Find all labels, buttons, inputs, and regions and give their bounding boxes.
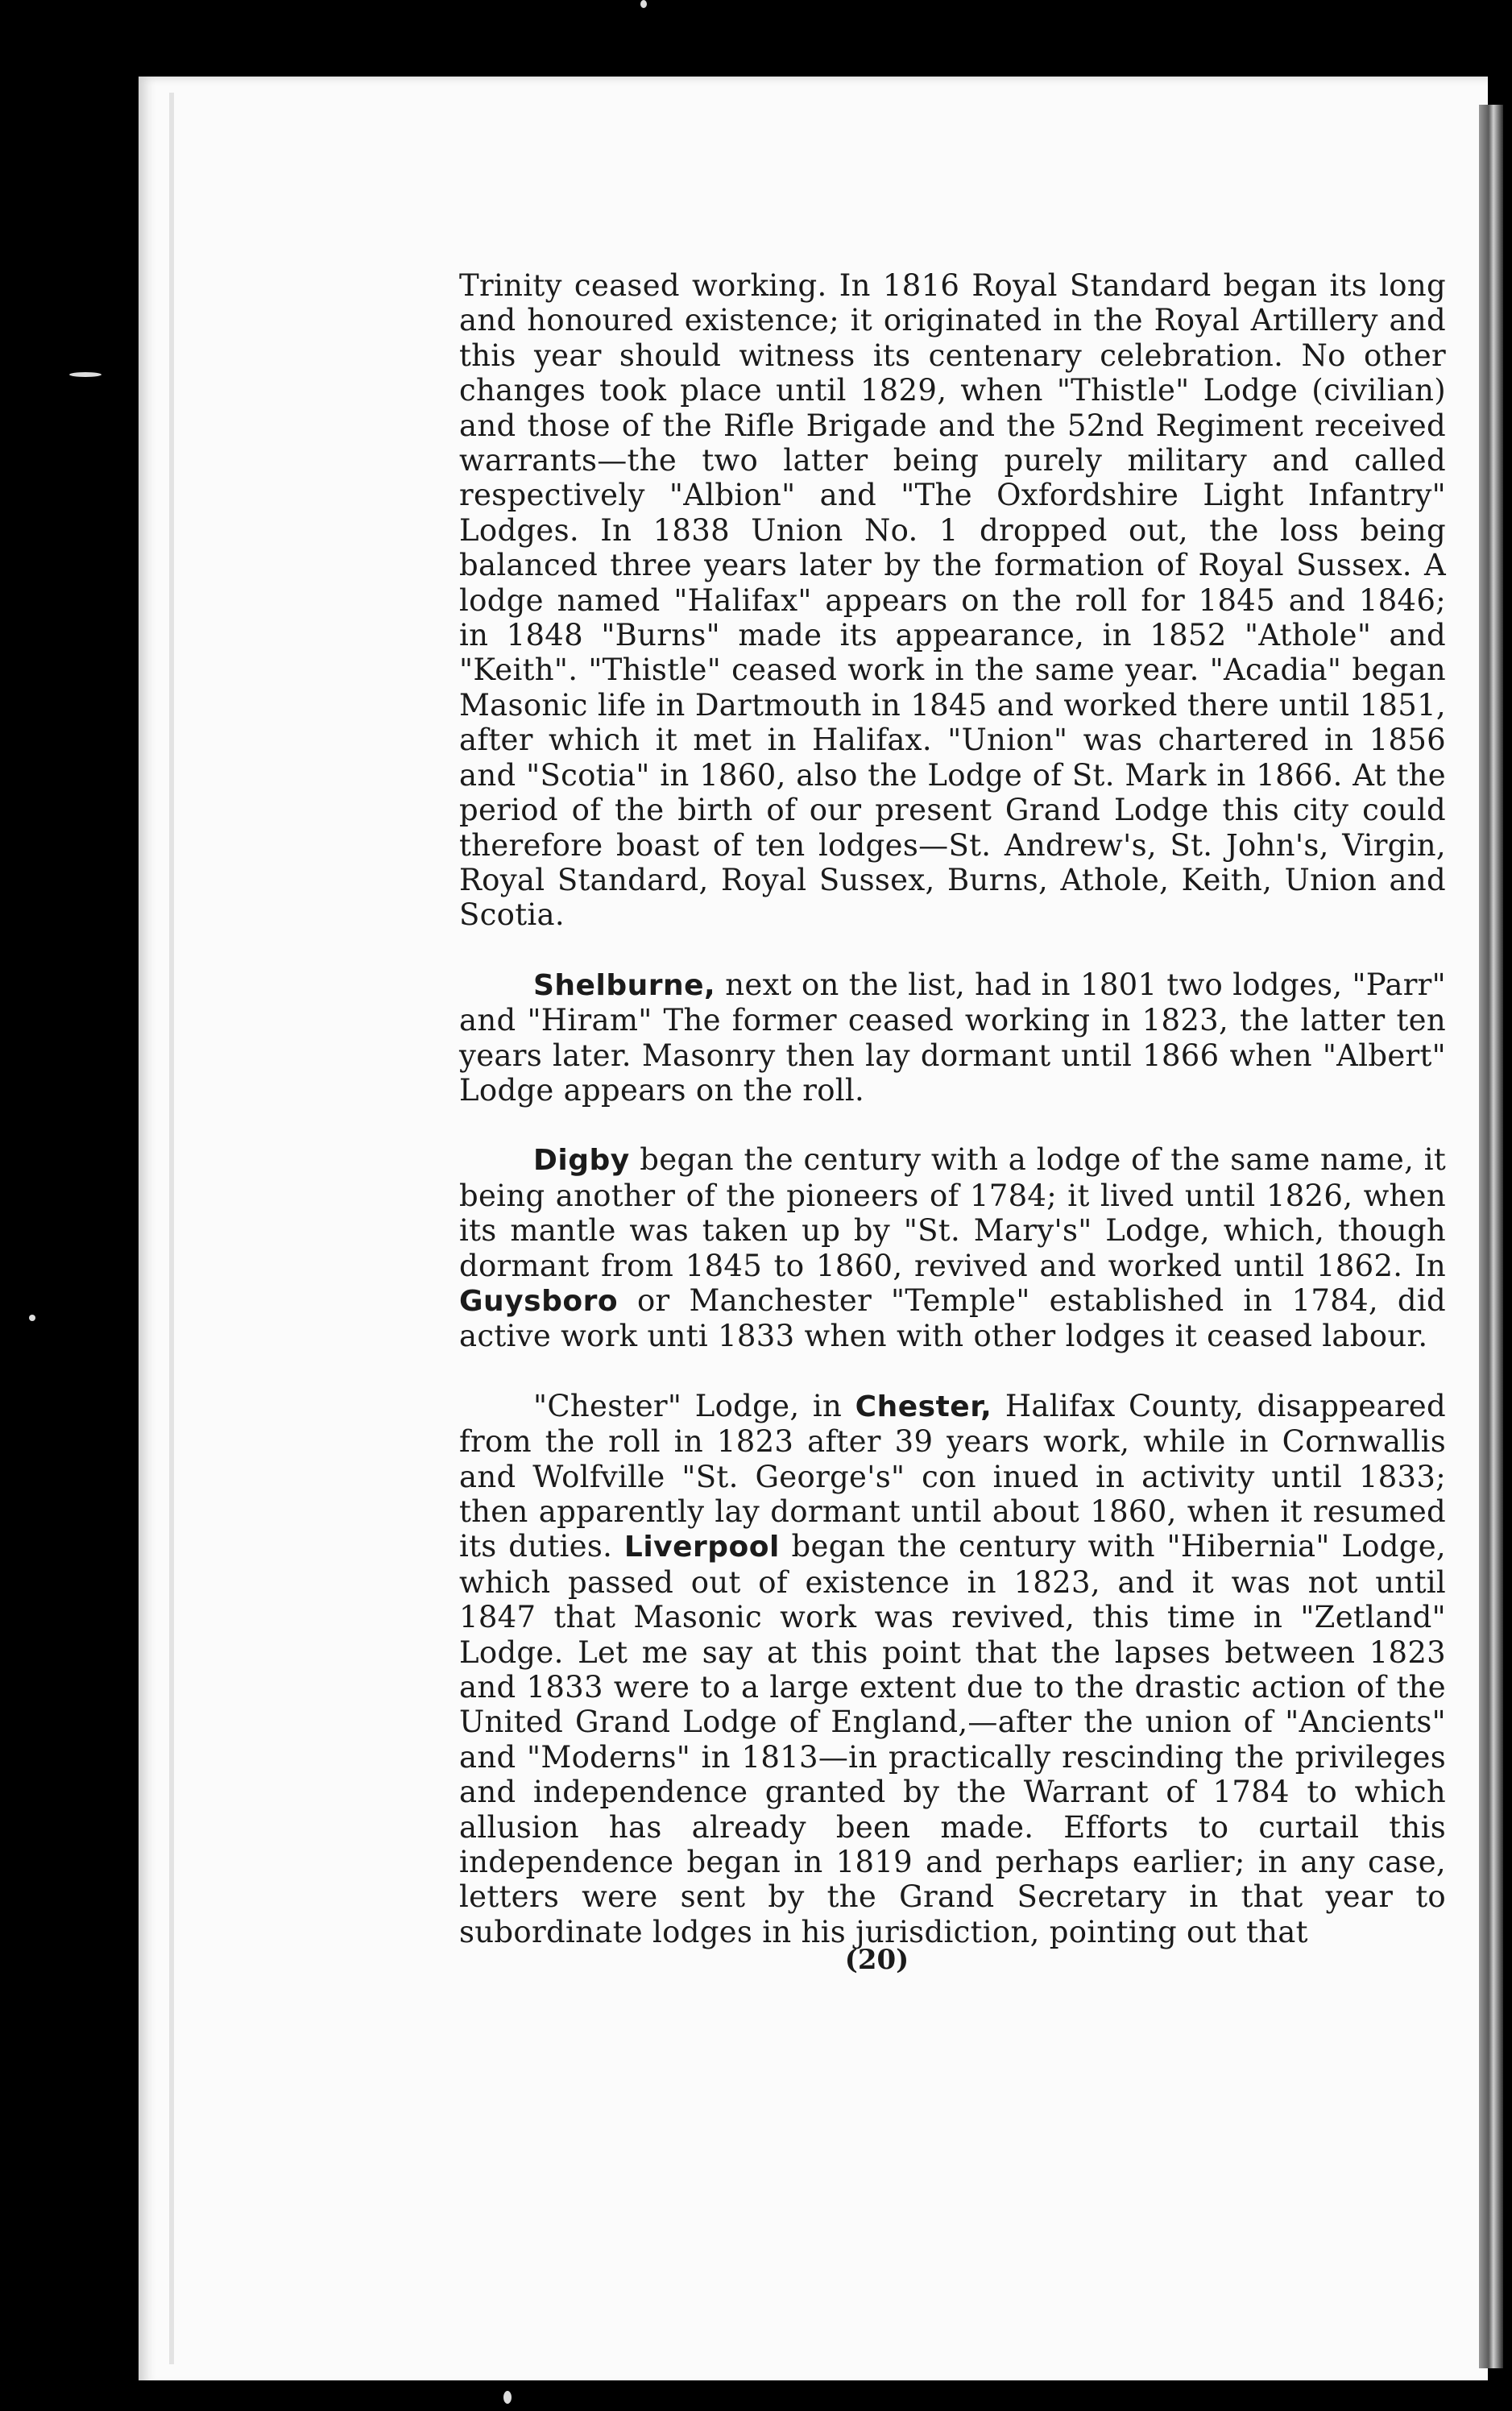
place-name: Digby <box>533 1144 630 1178</box>
text-run: Halifax County, disappeared from the roll in 1823 after 39 years work, while in Cornwallis and Wolfville "St. George's" con inued in activity until 1833; then apparently lay dormant until about 1860, when it resumed its duties. <box>459 1388 1446 1564</box>
body-text <box>459 268 1446 1984</box>
place-name: Guysboro <box>459 1284 619 1318</box>
paragraph <box>459 268 1446 933</box>
text-run: began the century with a lodge of the same name, it being another of the pioneers of 1784; it lived until 1826, when its mantle was taken up by "St. Mary's" Lodge, which, though dormant from 1845 to 1860, revived and worked until 1862. In <box>459 1142 1446 1283</box>
paragraph <box>459 967 1446 1108</box>
text-run: or Manchester "Temple" established in 1784, did active work unti 1833 when with other lodges it ceased labour. <box>459 1282 1446 1354</box>
dust-speck <box>69 372 101 377</box>
text-run: "Chester" Lodge, in <box>533 1388 855 1423</box>
text-run: Trinity ceased working. In 1816 Royal Standard began its long and honoured existence; it originated in the Royal Artillery and this year should witness its centenary celebration. No other changes took place until 1829, when "Thistle" Lodge (civilian) and those of the Rifle Brigade and the 52nd Regiment received warrants—the two latter being purely military and called respectively "Albion" and "The Oxfordshire Light Infantry" Lodges. In 1838 Union No. 1 dropped out, the loss being balanced three years later by the formation of Royal Sussex. A lodge named "Halifax" appears on the roll for 1845 and 1846; in 1848 "Burns" made its appearance, in 1852 "Athole" and "Keith". "Thistle" ceased work in the same year. "Acadia" began Masonic life in Dartmouth in 1845 and worked there until 1851, after which it met in Halifax. "Union" was chartered in 1856 and "Scotia" in 1860, also the Lodge of St. Mark in 1866. At the period of the birth of our present Grand Lodge this city could therefore boast of ten lodges—St. Andrew's, St. John's, Virgin, Royal Standard, Royal Sussex, Burns, Athole, Keith, Union and Scotia. <box>459 268 1446 933</box>
page-gutter-edge <box>169 93 174 2364</box>
dust-speck <box>640 0 647 8</box>
paragraph <box>459 1142 1446 1353</box>
paragraph <box>459 1389 1446 1950</box>
dust-speck <box>29 1315 35 1321</box>
page-number: (20) <box>844 1944 909 1976</box>
page-right-edge <box>1479 105 1503 2368</box>
place-name: Shelburne, <box>533 968 716 1002</box>
text-run: began the century with "Hibernia" Lodge, which passed out of existence in 1823, and it was not until 1847 that Masonic work was revived, this time in "Zetland" Lodge. Let me say at this point that the lapses between 1823 and 1833 were to a large extent due to the drastic action of the United Grand Lodge of England,—after the union of "Ancients" and "Moderns" in 1813—in practically rescinding the privileges and independence granted by the Warrant of 1784 to which allusion has already been made. Efforts to curtail this independence began in 1819 and perhaps earlier; in any case, letters were sent by the Grand Secretary in that year to subordinate lodges in his jurisdiction, pointing out that <box>459 1529 1446 1949</box>
dust-speck <box>503 2391 512 2404</box>
text-run: next on the list, had in 1801 two lodges, "Parr" and "Hiram" The former ceased working in 1823, the latter ten years later. Masonry then lay dormant until 1866 when "Albert" Lodge appears on the roll. <box>459 967 1446 1108</box>
place-name: Liverpool <box>623 1531 780 1564</box>
place-name: Chester, <box>855 1390 992 1423</box>
